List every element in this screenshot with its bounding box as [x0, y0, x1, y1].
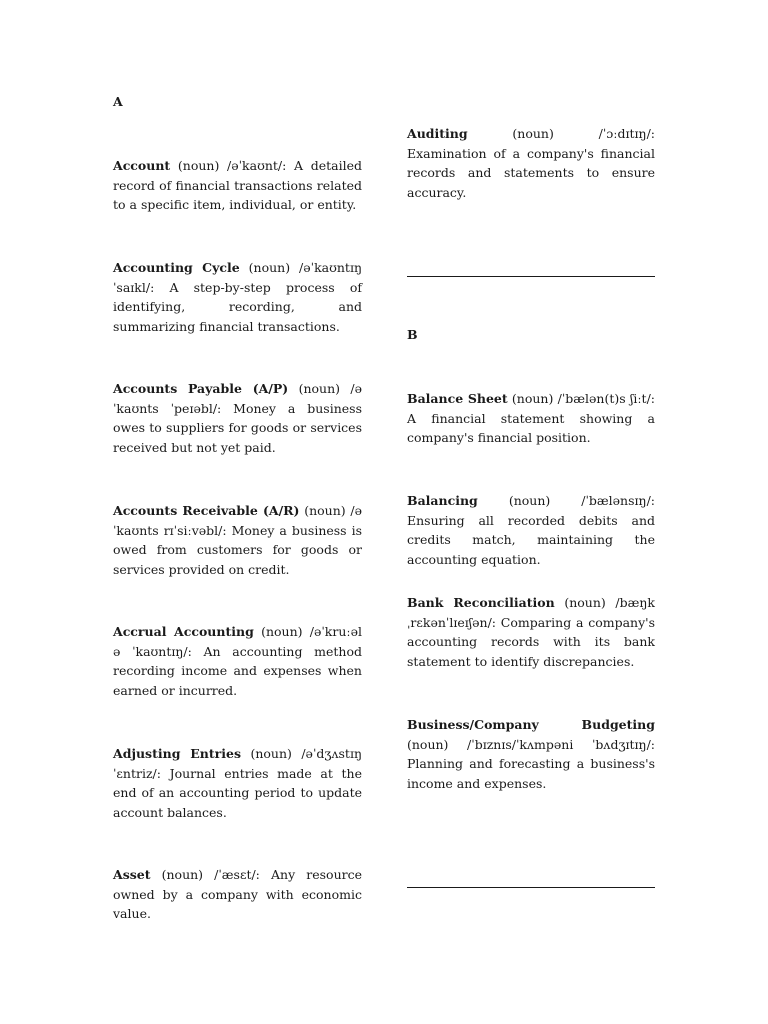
entry-definition: (noun) /ə ˈkaʊnts ˈpeɪəbl/: Money a business owes to suppliers for goods or services received but not yet paid.: [113, 381, 362, 455]
entry-definition: (noun) /ˈɔːdɪtɪŋ/: Examination of a company's financial records and statements to ensure accuracy.: [407, 126, 655, 200]
entry-definition: (noun) /ˈæsɛt/: Any resource owned by a company with economic value.: [113, 867, 362, 921]
glossary-entry-auditing: [407, 124, 655, 202]
entry-definition: (noun) /ˈbælənsɪŋ/: Ensuring all recorded debits and credits match, maintaining the accounting equation.: [407, 493, 655, 567]
section-divider: [407, 887, 655, 888]
glossary-entry-asset: [113, 865, 362, 924]
glossary-entry-business-budgeting: [407, 715, 655, 793]
glossary-entry-accrual-accounting: [113, 622, 362, 700]
entry-definition: (noun) /əˈdʒʌstɪŋ ˈɛntriz/: Journal entries made at the end of an accounting period to update account balances.: [113, 746, 362, 820]
entry-term: Accounts Receivable (A/R): [113, 503, 300, 518]
glossary-entry-account: [113, 156, 362, 215]
glossary-entry-accounts-receivable: [113, 501, 362, 579]
section-divider: [407, 276, 655, 277]
section-letter-a: A: [113, 94, 123, 109]
section-letter-b: B: [407, 327, 418, 342]
glossary-entry-accounts-payable: [113, 379, 362, 457]
entry-term: Accounting Cycle: [113, 260, 240, 275]
entry-term: Adjusting Entries: [113, 746, 241, 761]
entry-term: Accounts Payable (A/P): [113, 381, 289, 396]
entry-term: Balance Sheet: [407, 391, 508, 406]
glossary-entry-bank-reconciliation: [407, 593, 655, 671]
entry-term: Balancing: [407, 493, 478, 508]
glossary-entry-balance-sheet: [407, 389, 655, 448]
entry-term: Bank Reconciliation: [407, 595, 555, 610]
glossary-entry-accounting-cycle: [113, 258, 362, 336]
entry-definition: (noun) /əˈkaʊntɪŋ ˈsaɪkl/: A step-by-step process of identifying, recording, and summarizing financial transactions.: [113, 260, 362, 334]
entry-term: Asset: [113, 867, 151, 882]
entry-term: Auditing: [407, 126, 468, 141]
entry-definition: (noun) /ˈbælən(t)s ʃiːt/: A financial statement showing a company's financial position.: [407, 391, 655, 445]
entry-term: Business/Company Budgeting: [407, 717, 655, 732]
entry-definition: (noun) /əˈkaʊnt/: A detailed record of financial transactions related to a specific item, individual, or entity.: [113, 158, 362, 212]
entry-definition: (noun) /bæŋk ˌrɛkənˈlɪeɪʃən/: Comparing a company's accounting records with its bank statement to identify discrepancies.: [407, 595, 655, 669]
glossary-entry-adjusting-entries: [113, 744, 362, 822]
entry-term: Accrual Accounting: [113, 624, 254, 639]
glossary-entry-balancing: [407, 491, 655, 569]
entry-definition: (noun) /əˈkruːəl ə ˈkaʊntɪŋ/: An accounting method recording income and expenses when earned or incurred.: [113, 624, 362, 698]
entry-definition: (noun) /ə ˈkaʊnts rɪˈsiːvəbl/: Money a business is owed from customers for goods or services provided on credit.: [113, 503, 362, 577]
entry-definition: (noun) /ˈbɪznɪs/ˈkʌmpəni ˈbʌdʒɪtɪŋ/: Planning and forecasting a business's income and expenses.: [407, 736, 655, 791]
entry-term: Account: [113, 158, 171, 173]
